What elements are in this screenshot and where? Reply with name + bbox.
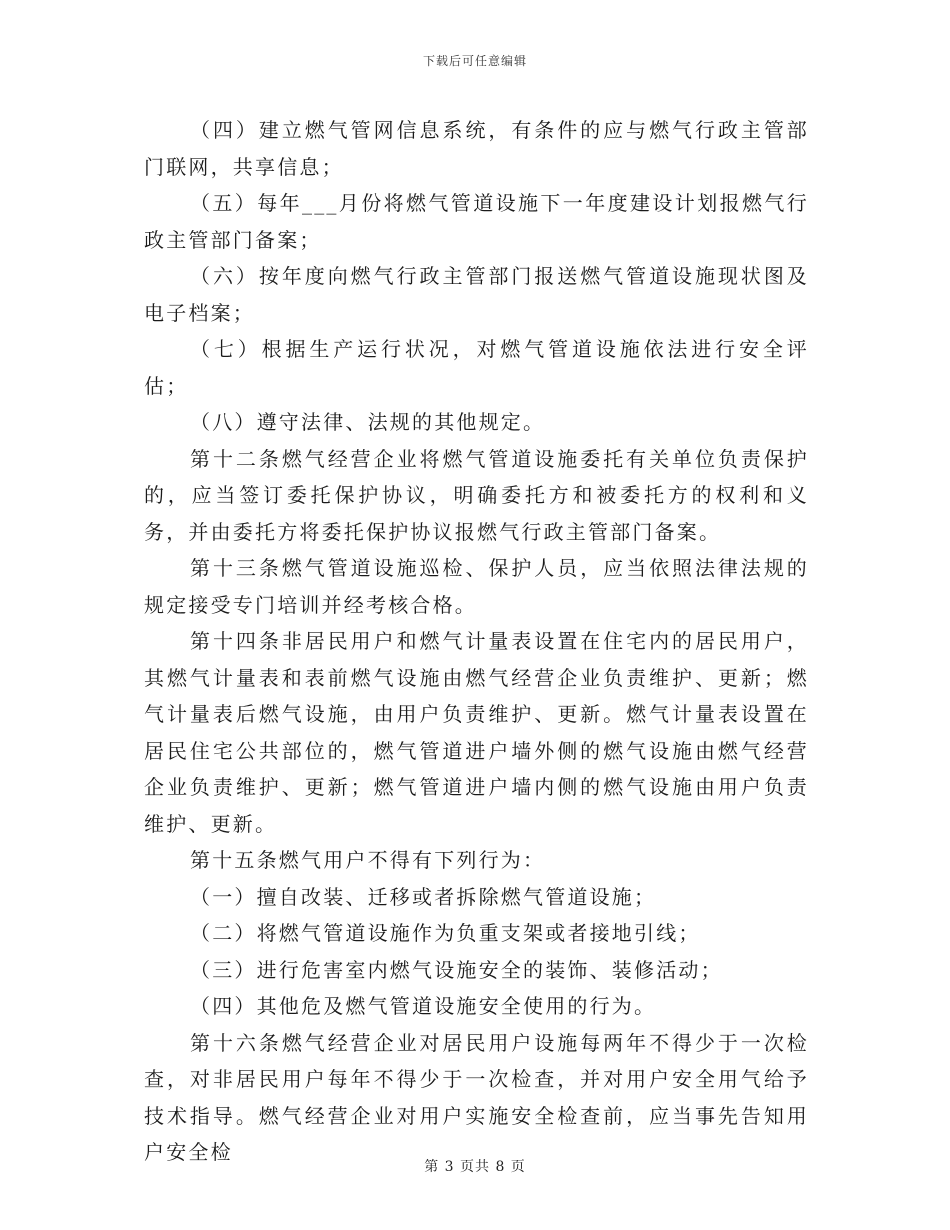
document-body [144, 112, 809, 1171]
page-number: 第 3 页共 8 页 [424, 1159, 526, 1175]
paragraph-item-4b: （四）其他危及燃气管道设施安全使用的行为。 [190, 994, 657, 1018]
paragraph-item-3: （三）进行危害室内燃气设施安全的装饰、装修活动； [190, 957, 723, 982]
paragraph-article-12: 第十二条燃气经营企业将燃气管道设施委托有关单位负责保护的，应当签订委托保护协议，明确委托方和被委托方的权利和义务，并由委托方将委托保护协议报燃气行政主管部门备案。 [144, 446, 809, 544]
paragraph-article-15: 第十五条燃气用户不得有下列行为： [190, 848, 546, 872]
paragraph-article-13: 第十三条燃气管道设施巡检、保护人员，应当依照法律法规的规定接受专门培训并经考核合格。 [144, 556, 809, 617]
paragraph-item-1: （一）擅自改装、迁移或者拆除燃气管道设施； [190, 884, 657, 909]
paragraph-item-8: （八）遵守法律、法规的其他规定。 [190, 410, 546, 434]
paragraph-item-4: （四）建立燃气管网信息系统，有条件的应与燃气行政主管部门联网，共享信息； [144, 118, 809, 179]
page-header-note: 下载后可任意编辑 [422, 54, 527, 68]
paragraph-item-6: （六）按年度向燃气行政主管部门报送燃气管道设施现状图及电子档案； [144, 264, 809, 325]
paragraph-item-5: （五）每年___月份将燃气管道设施下一年度建设计划报燃气行政主管部门备案； [144, 191, 809, 252]
paragraph-item-2: （二）将燃气管道设施作为负重支架或者接地引线； [190, 921, 701, 945]
paragraph-item-7: （七）根据生产运行状况，对燃气管道设施依法进行安全评估； [144, 337, 809, 398]
paragraph-article-14: 第十四条非居民用户和燃气计量表设置在住宅内的居民用户，其燃气计量表和表前燃气设施由燃气经营企业负责维护、更新；燃气计量表后燃气设施，由用户负责维护、更新。燃气计量表设置在居民住宅公共部位的，燃气管道进户墙外侧的燃气设施由燃气经营企业负责维护、更新；燃气管道进户墙内侧的燃气设施由用户负责维护、更新。 [144, 629, 809, 836]
paragraph-article-16: 第十六条燃气经营企业对居民用户设施每两年不得少于一次检查，对非居民用户每年不得少于一次检查，并对用户安全用气给予技术指导。燃气经营企业对用户实施安全检查前，应当事先告知用户安全检 [144, 1030, 809, 1164]
